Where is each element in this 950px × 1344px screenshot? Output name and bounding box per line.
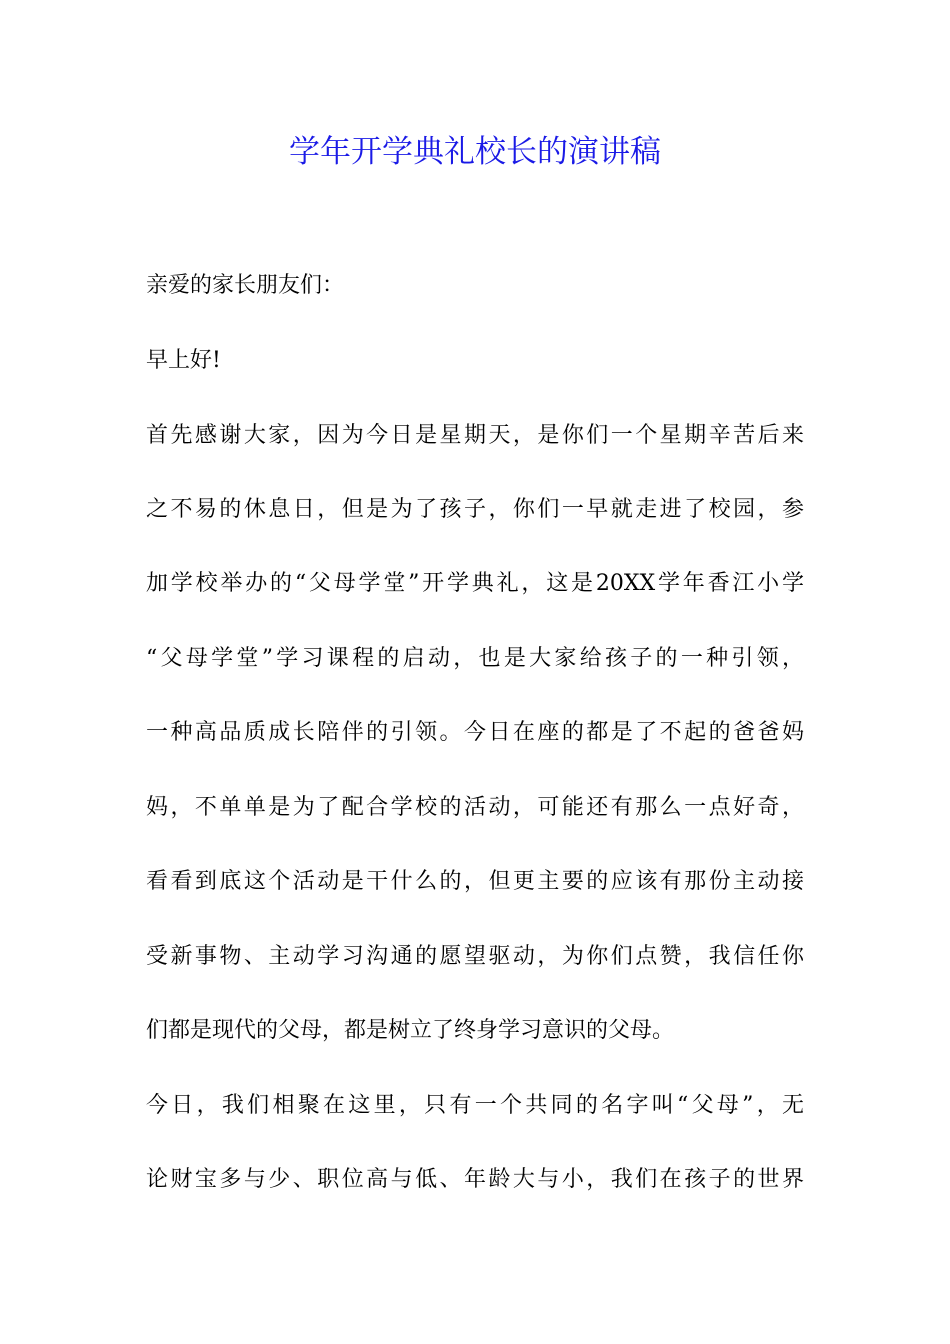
paragraph-line: 之不易的休息日，但是为了孩子，你们一早就走进了校园，参 [146,497,804,522]
greeting-line: 早上好! [146,348,221,373]
paragraph-line: 首先感谢大家，因为今日是星期天，是你们一个星期辛苦后来 [146,423,804,448]
document-title: 学年开学典礼校长的演讲稿 [289,134,661,170]
paragraph-line: 看看到底这个活动是干什么的，但更主要的应该有那份主动接 [146,869,804,894]
paragraph-line: 妈，不单单是为了配合学校的活动，可能还有那么一点好奇， [146,795,804,820]
paragraph-line: 论财宝多与少、职位高与低、年龄大与小，我们在孩子的世界 [146,1167,804,1192]
paragraph-line: 今日，我们相聚在这里，只有一个共同的名字叫“父母”，无 [146,1093,804,1118]
salutation-line: 亲爱的家长朋友们： [146,273,345,298]
paragraph-line: 加学校举办的“父母学堂”开学典礼，这是20XX学年香江小学 [146,571,804,596]
paragraph-line: 一种高品质成长陪伴的引领。今日在座的都是了不起的爸爸妈 [146,720,804,745]
paragraph-line: “父母学堂”学习课程的启动，也是大家给孩子的一种引领， [146,646,804,671]
paragraph-line: 受新事物、主动学习沟通的愿望驱动，为你们点赞，我信任你 [146,944,804,969]
paragraph-line: 们都是现代的父母，都是树立了终身学习意识的父母。 [146,1018,675,1043]
